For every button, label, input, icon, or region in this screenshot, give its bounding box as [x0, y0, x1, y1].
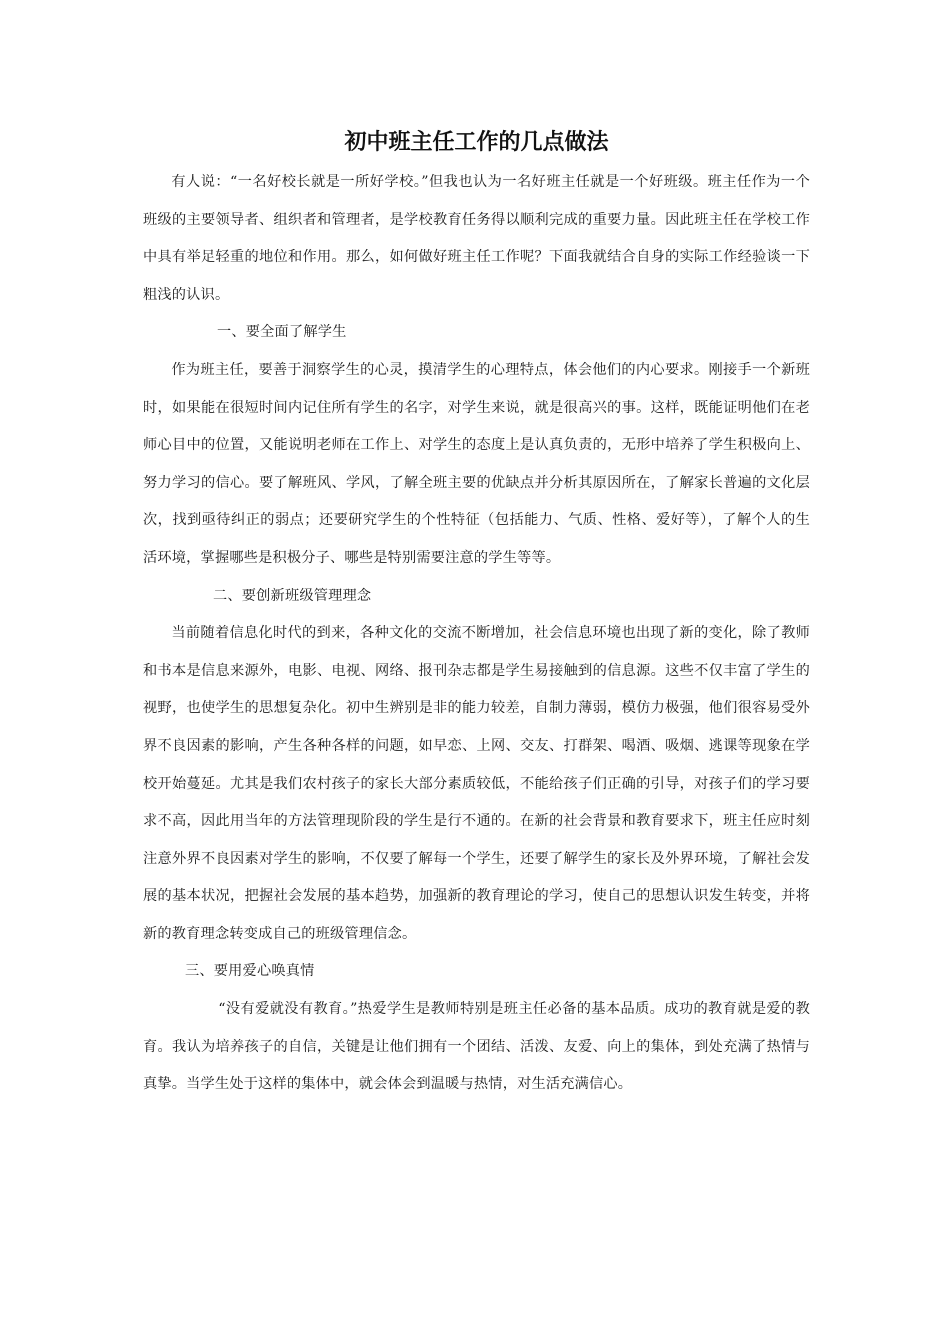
- section-body-2: 当前随着信息化时代的到来，各种文化的交流不断增加，社会信息环境也出现了新的变化，除了教师和书本是信息来源外，电影、电视、网络、报刊杂志都是学生易接触到的信息源。这些不仅丰富了学生的视野，也使学生的思想复杂化。初中生辨别是非的能力较差，自制力薄弱，模仿力极强，他们很容易受外界不良因素的影响，产生各种各样的问题，如早恋、上网、交友、打群架、喝酒、吸烟、逃课等现象在学校开始蔓延。尤其是我们农村孩子的家长大部分素质较低，不能给孩子们正确的引导，对孩子们的学习要求不高，因此用当年的方法管理现阶段的学生是行不通的。在新的社会背景和教育要求下，班主任应时刻注意外界不良因素对学生的影响，不仅要了解每一个学生，还要了解学生的家长及外界环境，了解社会发展的基本状况，把握社会发展的基本趋势，加强新的教育理论的学习，使自己的思想认识发生转变，并将新的教育理念转变成自己的班级管理信念。: [143, 625, 810, 942]
- section-heading-2: 二、要创新班级管理理念: [213, 587, 372, 604]
- document-page: [143, 128, 810, 1104]
- section-heading-1: 一、要全面了解学生: [217, 324, 347, 341]
- document-title: 初中班主任工作的几点做法: [344, 130, 609, 155]
- section-body-1: 作为班主任，要善于洞察学生的心灵，摸清学生的心理特点，体会他们的内心要求。刚接手一个新班时，如果能在很短时间内记住所有学生的名字，对学生来说，就是很高兴的事。这样，既能证明他们在老师心目中的位置，又能说明老师在工作上、对学生的态度上是认真负责的，无形中培养了学生积极向上、努力学习的信心。要了解班风、学风，了解全班主要的优缺点并分析其原因所在，了解家长普遍的文化层次，找到亟待纠正的弱点；还要研究学生的个性特征（包括能力、气质、性格、爱好等），了解个人的生活环境，掌握哪些是积极分子、哪些是特别需要注意的学生等等。: [143, 361, 810, 566]
- section-body-3: “没有爱就没有教育。”热爱学生是教师特别是班主任必备的基本品质。成功的教育就是爱的教育。我认为培养孩子的自信，关键是让他们拥有一个团结、活泼、友爱、向上的集体，到处充满了热情与真挚。当学生处于这样的集体中，就会体会到温暖与热情，对生活充满信心。: [143, 1001, 810, 1093]
- section-heading-3: 三、要用爱心唤真情: [185, 963, 315, 980]
- intro-paragraph: 有人说：“一名好校长就是一所好学校。”但我也认为一名好班主任就是一个好班级。班主任作为一个班级的主要领导者、组织者和管理者，是学校教育任务得以顺利完成的重要力量。因此班主任在学校工作中具有举足轻重的地位和作用。那么，如何做好班主任工作呢？下面我就结合自身的实际工作经验谈一下粗浅的认识。: [143, 174, 810, 303]
